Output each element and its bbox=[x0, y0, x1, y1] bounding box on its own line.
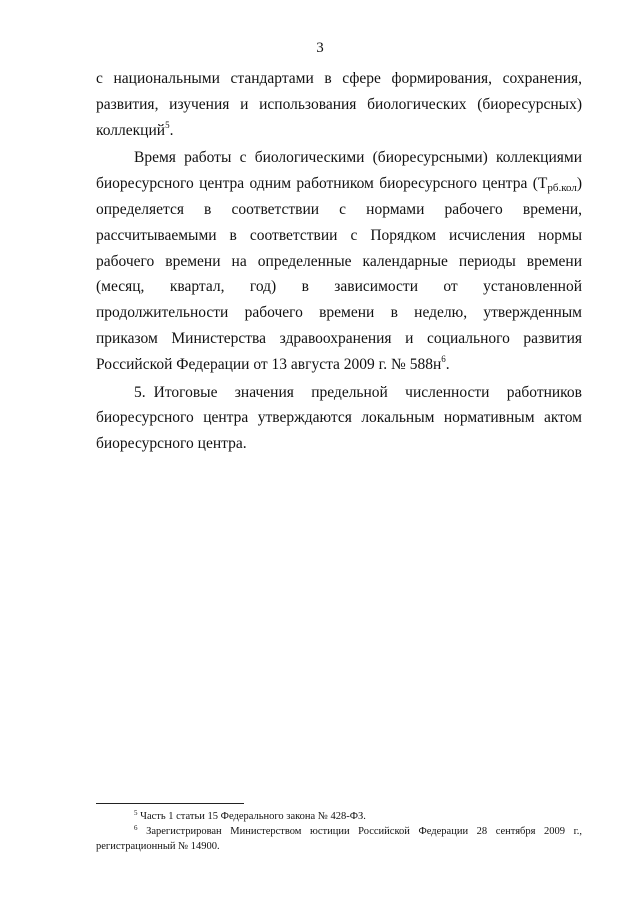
paragraph-standards bbox=[96, 66, 582, 143]
paragraph-tail: . bbox=[169, 121, 174, 139]
paragraph-text: Итоговые значения предельной численности работников биоресурсного центра утверждаются локальным нормативным актом биоресурсного центра. bbox=[96, 383, 582, 453]
footnote-5 bbox=[96, 809, 582, 824]
footnote-marker: 5 bbox=[134, 809, 138, 817]
footnote-ref: 6 bbox=[441, 353, 446, 364]
footnotes bbox=[96, 809, 582, 854]
paragraph-item-5 bbox=[96, 380, 582, 457]
footnote-ref: 5 bbox=[165, 119, 170, 130]
footnote-text: Зарегистрирован Министерством юстиции Российской Федерации 28 сентября 2009 г., регистрационный № 14900. bbox=[96, 826, 582, 852]
footnote-marker: 6 bbox=[134, 824, 138, 832]
footnote-text: Часть 1 статьи 15 Федерального закона № 428-ФЗ. bbox=[140, 811, 366, 822]
page-number: 3 bbox=[316, 40, 324, 56]
footnote-6 bbox=[96, 824, 582, 854]
formula-subscript: рб.кол bbox=[547, 182, 577, 195]
paragraph-working-time bbox=[96, 145, 582, 377]
paragraph-text: с национальными стандартами в сфере формирования, сохранения, развития, изучения и использования биологических (биоресурсных) коллекций bbox=[96, 70, 582, 139]
paragraph-text-continued: ) определяется в соответствии с нормами рабочего времени, рассчитываемыми в соответствии с Порядком исчисления нормы рабочего времени на определенные календарные периоды времени (месяц, квартал, год) в зависимости от установленной продолжительности рабочего времени в неделю, утвержденным приказом Министерства здравоохранения и социального развития Российской Федерации от 13 августа 2009 г. № 588н bbox=[96, 175, 582, 373]
footnote-separator bbox=[96, 803, 244, 804]
item-number: 5. bbox=[134, 383, 146, 401]
paragraph-text: Время работы с биологическими (биоресурсными) коллекциями биоресурсного центра одним работником биоресурсного центра (T bbox=[96, 149, 582, 193]
paragraph-tail: . bbox=[445, 355, 450, 373]
body-text bbox=[96, 66, 582, 457]
